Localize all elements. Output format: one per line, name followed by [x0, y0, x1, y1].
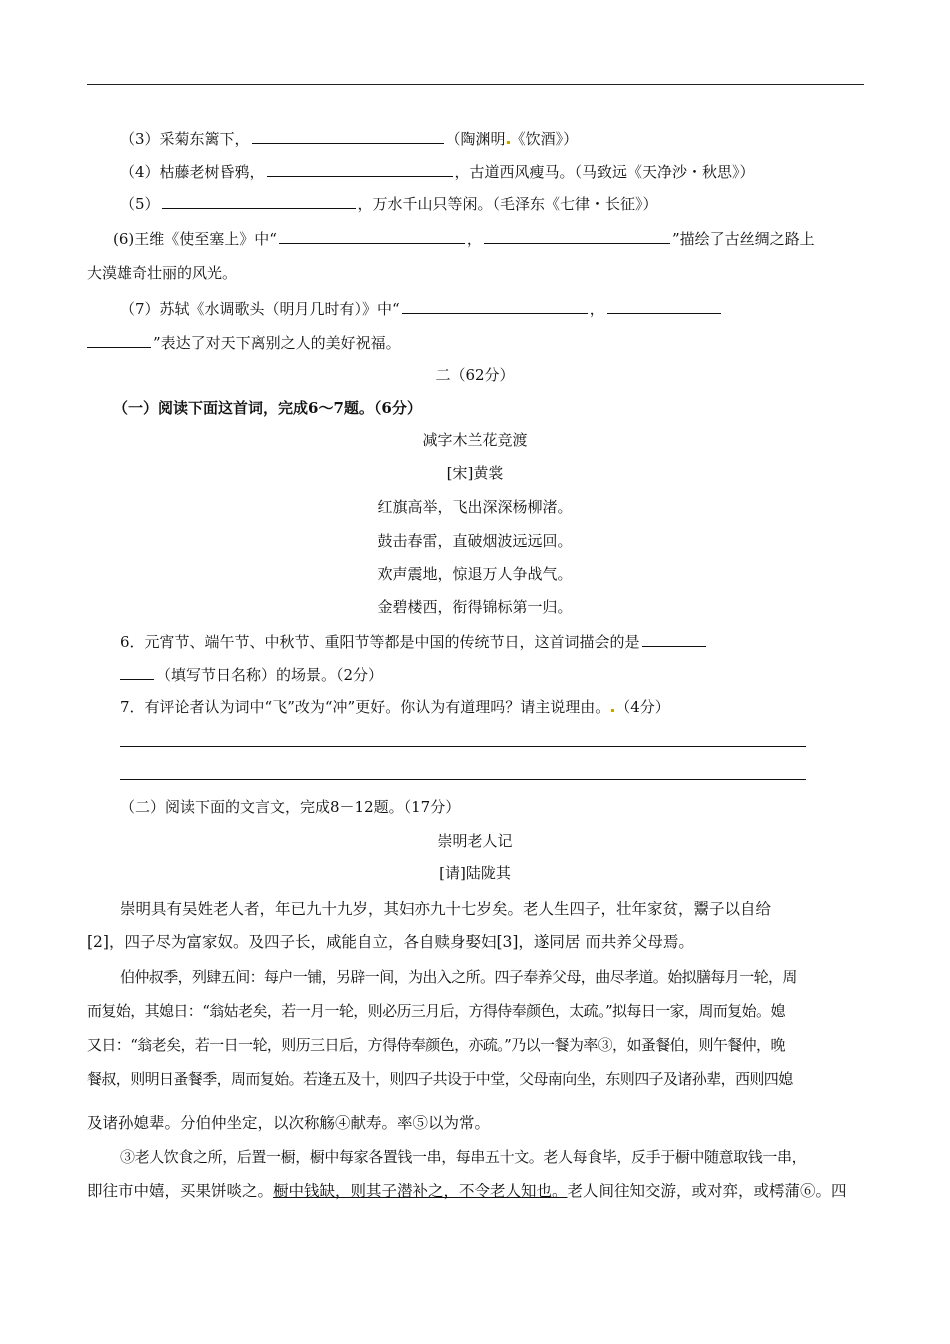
poem-line: 欢声震地，惊退万人争战气。 — [377, 565, 573, 583]
fill-item-6-text: (6)王维《使至塞上》中“ — [113, 230, 277, 248]
answer-blank[interactable] — [87, 332, 151, 348]
question-7-text: 7．有评论者认为词中“飞”改为“冲”更好。你认为有道理吗？请主说理由。 — [120, 698, 611, 716]
poem-title: 减字木兰花竞渡 — [422, 431, 528, 449]
essay-text: 即往市中嬉，买果饼啖之。 — [87, 1182, 274, 1200]
fill-item-6 — [113, 228, 815, 249]
answer-line[interactable] — [120, 779, 806, 780]
fill-item-6-cont — [87, 263, 237, 283]
part-two-header: （二）阅读下面的文言文，完成8－12题。（17分） — [120, 798, 461, 816]
essay-line: 餐叔，则明日蚤餐季，周而复始。若逢五及十，则四子共设于中堂，父母南向坐，东则四子及诸孙辈，西则四媳 — [87, 1070, 793, 1088]
highlight-mark — [507, 141, 510, 144]
fill-item-3-source: （陶渊明 — [445, 130, 506, 148]
fill-item-7 — [120, 298, 723, 319]
answer-blank[interactable] — [279, 228, 465, 244]
part-one-header: （一）阅读下面这首词，完成6～7题。（6分） — [113, 399, 422, 417]
fill-item-7-text: （7）苏轼《水调歌头（明月几时有）》中“ — [120, 300, 400, 318]
poem-author: [宋]黄裳 — [446, 464, 504, 482]
essay-title: 崇明老人记 — [437, 832, 513, 850]
question-7-score: （4分） — [615, 698, 670, 716]
comma: ， — [589, 300, 605, 318]
essay-line: 及诸孙媳辈。分伯仲坐定，以次称觞④献寿。率⑤以为常。 — [87, 1114, 491, 1132]
question-7 — [120, 697, 670, 717]
answer-blank[interactable] — [267, 161, 453, 177]
fill-item-7-continuation: ”表达了对天下离别之人的美好祝福。 — [153, 334, 401, 352]
answer-blank[interactable] — [642, 631, 706, 647]
question-6 — [120, 631, 708, 652]
answer-blank[interactable] — [120, 664, 154, 680]
fill-item-3-text: （3）采菊东篱下， — [120, 130, 250, 148]
essay-author: [请]陆陇其 — [439, 864, 511, 882]
answer-blank[interactable] — [252, 128, 444, 144]
fill-item-4 — [120, 161, 755, 182]
fill-item-6-continuation: 大漠雄奇壮丽的风光。 — [87, 264, 238, 282]
fill-item-3 — [120, 128, 578, 149]
section-header: 二（62分） — [435, 366, 515, 384]
answer-line[interactable] — [120, 746, 806, 747]
fill-item-5-text: （5） — [120, 195, 160, 213]
fill-item-3-source-title: 《饮酒》） — [510, 130, 579, 148]
answer-blank[interactable] — [402, 298, 588, 314]
fill-item-4-text: （4）枯藤老树昏鸦， — [120, 163, 265, 181]
poem-line: 鼓击春雷，直破烟波远远回。 — [377, 532, 573, 550]
essay-line: 伯仲叔季，列肆五间：每户一铺，另辟一间，为出入之所。四子奉养父母，曲尽孝道。始拟膳每月一轮，周 — [120, 968, 797, 986]
question-6-text-cont: （填写节日名称）的场景。（2分） — [156, 666, 384, 684]
essay-line: [2]，四子尽为富家奴。及四子长，咸能自立，各自赎身娶妇[3]，遂同居 而共养父母焉。 — [87, 933, 694, 951]
highlight-mark — [611, 709, 614, 712]
underlined-sentence: 橱中钱缺，则其子潜补之，不令老人知也。 — [273, 1182, 568, 1200]
essay-line-last — [87, 1181, 847, 1201]
poem-line: 红旗高举，飞出深深杨柳渚。 — [377, 498, 573, 516]
fill-item-5-text-after: ，万水千山只等闲。（毛泽东《七律・长征》） — [357, 195, 658, 213]
essay-line: 而复始，其媳日：“翁姑老矣，若一月一轮，则必历三月后，方得侍奉颜色，太疏。”拟每日一家，周而复始。媳 — [87, 1002, 785, 1020]
question-6-cont — [120, 664, 383, 685]
fill-item-6-text-after: ”描绘了古丝绸之路上 — [671, 230, 815, 248]
answer-blank[interactable] — [607, 298, 721, 314]
question-6-text: 6．元宵节、端午节、中秋节、重阳节等都是中国的传统节日，这首词描会的是 — [120, 633, 640, 651]
essay-text: 老人间往知交游，或对弈，或樗蒲⑥。四 — [567, 1182, 847, 1200]
fill-item-5 — [120, 193, 658, 214]
comma: ， — [466, 230, 482, 248]
essay-line: 崇明具有吴姓老人者，年已九十九岁，其妇亦九十七岁矣。老人生四子，壮年家贫，鬻子以自给 — [120, 900, 772, 918]
header-rule — [87, 84, 864, 85]
answer-blank[interactable] — [484, 228, 670, 244]
fill-item-7-cont — [87, 332, 401, 353]
fill-item-4-text-after: ，古道西风瘦马。（马致远《天净沙・秋思》） — [454, 163, 755, 181]
essay-line: 又日：“翁老矣，若一日一轮，则历三日后，方得侍奉颜色，亦疏。”乃以一餐为率③，如蚤餐伯，则午餐仲，晚 — [87, 1036, 785, 1054]
answer-blank[interactable] — [162, 193, 356, 209]
essay-line: ③老人饮食之所，后置一橱，橱中每家各置钱一串，每串五十文。老人每食毕，反手于橱中随意取钱一串， — [120, 1148, 807, 1166]
poem-line: 金碧楼西，衔得锦标第一归。 — [377, 598, 573, 616]
